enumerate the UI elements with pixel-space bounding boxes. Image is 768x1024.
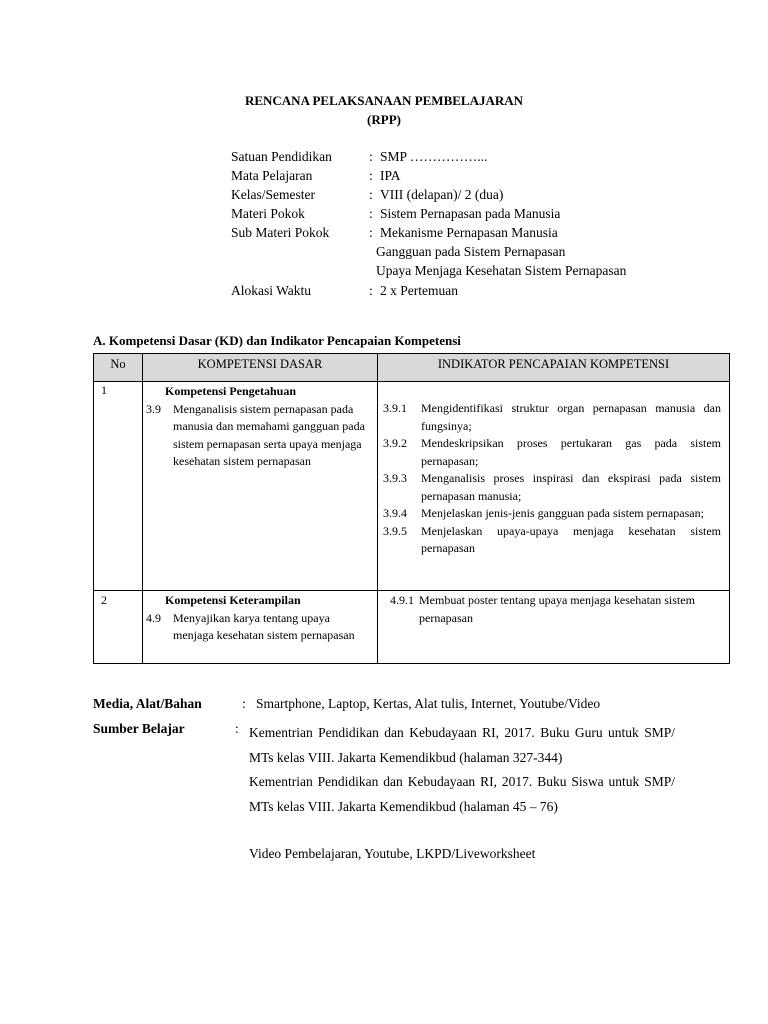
indicator-number: 3.9.5 xyxy=(383,523,407,538)
indicator-number: 3.9.3 xyxy=(383,471,407,485)
kd-cell xyxy=(143,382,378,591)
identity-colon: : xyxy=(369,168,373,183)
indicator-text: Mengidentifikasi struktur organ pernapasan manusia dan fungsinya; xyxy=(421,401,721,433)
indicator-item xyxy=(378,523,729,558)
kd-cell xyxy=(143,591,378,664)
identity-label: Materi Pokok xyxy=(231,206,305,221)
identity-value: SMP ……………... xyxy=(380,149,488,164)
document-title: RENCANA PELAKSANAAN PEMBELAJARAN xyxy=(244,93,524,108)
col-header-kd: KOMPETENSI DASAR xyxy=(143,354,378,382)
indicator-item xyxy=(378,592,729,627)
identity-label: Kelas/Semester xyxy=(231,187,315,202)
indicator-text: Menganalisis proses inspirasi dan ekspirasi pada sistem pernapasan manusia; xyxy=(421,471,721,503)
table-row xyxy=(94,591,730,664)
media-value: Smartphone, Laptop, Kertas, Alat tulis, Internet, Youtube/Video xyxy=(256,696,601,711)
media-colon: : xyxy=(242,696,246,711)
indicator-item xyxy=(378,400,729,435)
identity-value-extra: Gangguan pada Sistem Pernapasan xyxy=(376,244,566,259)
kd-title: Kompetensi Keterampilan xyxy=(165,593,301,607)
indicator-number: 3.9.1 xyxy=(383,401,407,415)
identity-value: IPA xyxy=(380,168,401,183)
kd-text: Menyajikan karya tentang upaya menjaga kesehatan sistem pernapasan xyxy=(173,610,355,642)
col-header-no: No xyxy=(94,354,143,382)
identity-label: Alokasi Waktu xyxy=(231,283,312,298)
identity-value: VIII (delapan)/ 2 (dua) xyxy=(380,187,504,202)
identity-colon: : xyxy=(369,206,373,221)
identity-colon: : xyxy=(369,283,373,298)
kd-number: 3.9 xyxy=(146,401,161,416)
identity-value: Sistem Pernapasan pada Manusia xyxy=(380,206,561,221)
sumber-colon: : xyxy=(235,721,239,736)
identity-label: Mata Pelajaran xyxy=(231,168,313,183)
indicator-cell xyxy=(378,591,730,664)
indicator-item xyxy=(378,435,729,470)
indicator-item xyxy=(378,505,729,523)
indicator-text: Menjelaskan upaya-upaya menjaga kesehatan sistem pernapasan xyxy=(421,523,721,555)
media-label: Media, Alat/Bahan xyxy=(93,696,202,711)
sumber-label: Sumber Belajar xyxy=(93,721,185,736)
col-header-indikator: INDIKATOR PENCAPAIAN KOMPETENSI xyxy=(378,354,730,382)
row-no: 2 xyxy=(94,591,143,664)
indicator-item xyxy=(378,470,729,505)
identity-value-extra: Upaya Menjaga Kesehatan Sistem Pernapasan xyxy=(376,263,627,278)
kd-item xyxy=(143,610,377,645)
identity-value: Mekanisme Pernapasan Manusia xyxy=(380,225,558,240)
kd-item xyxy=(143,401,377,471)
table-header-row xyxy=(94,354,730,382)
indicator-cell xyxy=(378,382,730,591)
row-no: 1 xyxy=(94,382,143,591)
sumber-item: Kementrian Pendidikan dan Kebudayaan RI, 2017. Buku Guru untuk SMP/ MTs kelas VIII. Jakarta Kemendikbud (halaman 327-344) xyxy=(249,725,675,765)
table-row xyxy=(94,382,730,591)
document-subtitle: (RPP) xyxy=(367,112,401,127)
identity-colon: : xyxy=(369,149,373,164)
sumber-item: Video Pembelajaran, Youtube, LKPD/Liveworksheet xyxy=(249,846,536,861)
section-a-heading: A. Kompetensi Dasar (KD) dan Indikator Pencapaian Kompetensi xyxy=(93,333,461,348)
indicator-number: 4.9.1 xyxy=(390,593,414,607)
indicator-text: Mendeskripsikan proses pertukaran gas pada sistem pernapasan; xyxy=(421,436,721,468)
identity-colon: : xyxy=(369,187,373,202)
kd-title: Kompetensi Pengetahuan xyxy=(165,384,297,398)
sumber-item: Kementrian Pendidikan dan Kebudayaan RI, 2017. Buku Siswa untuk SMP/ MTs kelas VIII. Jakarta Kemendikbud (halaman 45 – 76) xyxy=(249,774,675,814)
indicator-text: Menjelaskan jenis-jenis gangguan pada sistem pernapasan; xyxy=(421,506,704,520)
identity-label: Sub Materi Pokok xyxy=(231,225,330,240)
kd-table xyxy=(93,353,730,664)
indicator-number: 3.9.4 xyxy=(383,506,407,520)
kd-text: Menganalisis sistem pernapasan pada manusia dan memahami gangguan pada sistem pernapasan serta upaya menjaga kesehatan sistem pernapasan xyxy=(173,401,365,468)
indicator-number: 3.9.2 xyxy=(383,436,407,450)
kd-number: 4.9 xyxy=(146,610,161,625)
indicator-text: Membuat poster tentang upaya menjaga kesehatan sistem pernapasan xyxy=(419,593,695,625)
identity-colon: : xyxy=(369,225,373,240)
identity-value: 2 x Pertemuan xyxy=(380,283,458,298)
identity-label: Satuan Pendidikan xyxy=(231,149,332,164)
